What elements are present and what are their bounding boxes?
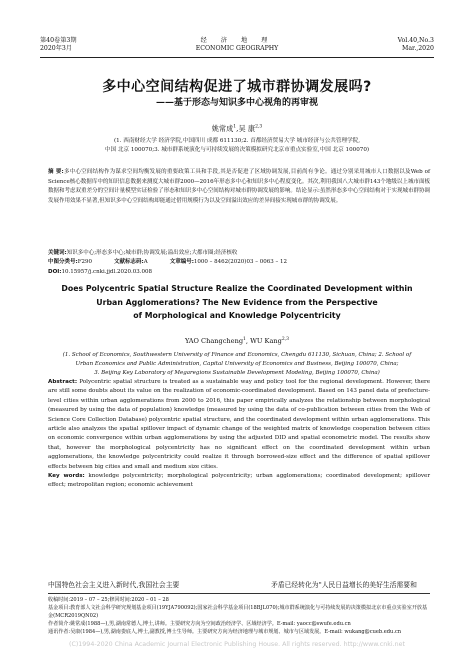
intro-text-cn	[48, 580, 430, 590]
author-1-cn: 姚常成	[211, 124, 234, 133]
abstract-cn	[48, 168, 430, 206]
author-1-affil-en: 1	[243, 336, 246, 342]
affiliation-line: (1. 西南财经大学 经济学院,中国四川 成都 611130;2. 首都经济贸易大学 城市经济与公共管理学院,	[113, 138, 361, 144]
keywords-label-cn: 关键词:	[48, 250, 67, 256]
author-1-en: YAO Changcheng	[184, 337, 244, 345]
intro-col1: 中国特色社会主义进入新时代,我国社会主要	[48, 581, 180, 589]
affiliation-line-en: Urban Economics and Public Administration, Capital University of Economics and Business, Beijing 100070, China;	[75, 361, 399, 367]
journal-name-cn: 经 济 地 理	[200, 37, 274, 44]
header-center	[40, 37, 434, 53]
abstract-label-cn: 摘 要:	[48, 169, 64, 175]
copyright-watermark: (C)1994-2020 China Academic Journal Electronic Publishing House. All rights reserved. http://www.cnki.net	[68, 641, 405, 648]
doi-value[interactable]: 10.15957/j.cnki.jjdl.2020.03.008	[61, 268, 152, 275]
subtitle-cn: ——基于形态与知识多中心视角的再审视	[155, 98, 318, 108]
keywords-cn	[48, 249, 430, 258]
keywords-en	[48, 472, 430, 491]
doi-label: DOI:	[48, 268, 62, 275]
keywords-text-cn: 知识多中心;形态多中心;城市群;协调发展;溢出效应;大都市圈;经济核收	[66, 250, 238, 256]
abstract-label-en: Abstract:	[48, 379, 78, 385]
title-en-line: of Morphological and Knowledge Polycentricity	[133, 311, 341, 320]
keywords-label-en: Key words:	[48, 473, 85, 480]
abstract-text-cn: 多中心空间结构作为谋求空间均衡发展的重要政策工具和手段,其是否促进了区域协调发展,目前尚有争论。通过分别采用城市人口数据以及Web of Science核心数据库中的知识信息数据来测度大城市群2000—2016年形态多中心和知识多中心程度变化。其次,利用我国八大城市群143个地级以上城市面板数据和考虑双重差分的空间计量模型实证检验了形态和知识多中心空间结构对城市群协调发展的影响。结论显示:虽然形态多中心空间结构对于实现城市群协调发展作用效果不显著,但知识多中心空间结构却能通过借用规模行为以及空间溢出效应的差异间接实现城市群的协调发展。	[48, 169, 430, 204]
running-header	[40, 36, 434, 58]
journal-name-en: ECONOMIC GEOGRAPHY	[195, 45, 279, 52]
metadata-cn	[48, 249, 430, 277]
footnotes	[48, 593, 430, 636]
affiliation-line-en: (1. School of Economics, Southwestern University of Finance and Economics, Chengdu 611130, Sichuan, China; 2. School of	[62, 352, 412, 358]
author-2-cn: ,吴 康	[236, 124, 256, 133]
title-en-line: Urban Agglomerations? The New Evidence from the Perspective	[96, 297, 378, 307]
abstract-en-body	[48, 378, 430, 472]
doc-code-label: 文献标志码:	[114, 259, 144, 266]
footnote-received: 收稿时间:2019 – 07 – 25;修回时间:2020 – 01 – 28	[48, 597, 169, 603]
authors-cn	[40, 124, 434, 134]
article-no-label: 文章编号:	[169, 259, 194, 266]
article-no-value: 1000 – 8462(2020)03 – 0063 – 12	[193, 259, 287, 266]
date-cn: 2020年3月	[40, 45, 73, 52]
affiliation-line: 中国 北京 100070;3. 城市群系统演化与可持续发展的决策模拟研究北京市重点实验室,中国 北京 100070)	[104, 147, 370, 153]
clc-value: F290	[77, 259, 93, 266]
author-2-affil-en: 2,3	[281, 336, 290, 342]
affiliations-en	[60, 351, 414, 378]
classification-line	[48, 258, 430, 267]
title-en-line: Does Polycentric Spatial Structure Realize the Coordinated Development within	[61, 284, 413, 293]
title-cn: 多中心空间结构促进了城市群协调发展吗?	[102, 79, 372, 95]
keywords-text-en: knowledge polycentricity; morphological polycentricity; urban agglomerations; coordinated development; spillover effect; metropolitan region; economic achievement	[48, 473, 430, 489]
authors-en	[40, 337, 434, 345]
affiliations-cn	[40, 137, 434, 155]
doc-code-value: A	[143, 259, 148, 266]
author-2-en: , WU Kang	[245, 337, 282, 345]
title-en	[50, 282, 424, 323]
header-right	[398, 37, 434, 53]
volume-cn: 第40卷第3期	[40, 37, 77, 44]
intro-col2: 矛盾已经转化为"人民日益增长的美好生活需要和	[271, 581, 417, 589]
author-1-affil-cn: 1	[233, 124, 237, 130]
footnote-funding: 基金项目:教育部人文社会科学研究规划基金项目(19YJA790092);国家社会科学基金项目(18BJL070);城市群系统演化与可持续发展的决策模拟北京市重点实验室开放基金(MCR2019QN02)	[48, 605, 428, 619]
abstract-text-en: Polycentric spatial structure is treated as a sustainable way and policy tool for the regional development. However, there are still some doubts about its value on the realization of economic-coordinated development. Based on 143 panel data of prefecture-level cities within urban agglomerations from 2000 to 2016, this paper empirically analyzes the relationship between morphological (measured by using the data of population) knowledge (measured by using the data of co-publication between cities from the Web of Science Core Collection Database) polycentric spatial structure, and the coordinated development within urban agglomerations. This article also analyzes the spatial spillover impact of dynamic change of the weighted matrix of knowledge cooperation between cities on economic convergence within urban agglomerations by using the adjusted DID and spatial econometric model. The results show that, however the morphological polycentricity has no significant effect on the coordinated development within urban agglomerations, the knowledge polycentricity could realize it through borrowed-size effect and the difference of spatial spillover effects between big cities and small and medium size cities.	[48, 379, 431, 470]
volume-en: Vol.40,No.3	[397, 37, 434, 44]
affiliation-line-en: 3. Beijing Key Laboratory of Megaregions Sustainable Development Modeling, Beijing 100070, China)	[94, 370, 380, 376]
doi-line	[48, 268, 430, 277]
footnote-corresponding: 通讯作者:吴康(1984—),男,湖南娄底人,博士,副教授,博士生导师。主要研究方向为经济地理与城市规划、城市与区域发展。E-mail: wukang@cueb.edu.cn	[48, 629, 402, 635]
author-2-affil-cn: 2,3	[255, 124, 263, 130]
date-en: Mar.,2020	[402, 45, 434, 52]
footnote-author-bio: 作者简介:姚常成(1988—),男,湖南常德人,博士,讲师。主要研究方向为空间政治经济学、区域经济学。E-mail: yaocc@swufe.edu.cn	[48, 621, 351, 627]
clc-label: 中图分类号:	[48, 259, 78, 266]
abstract-en	[48, 378, 430, 491]
